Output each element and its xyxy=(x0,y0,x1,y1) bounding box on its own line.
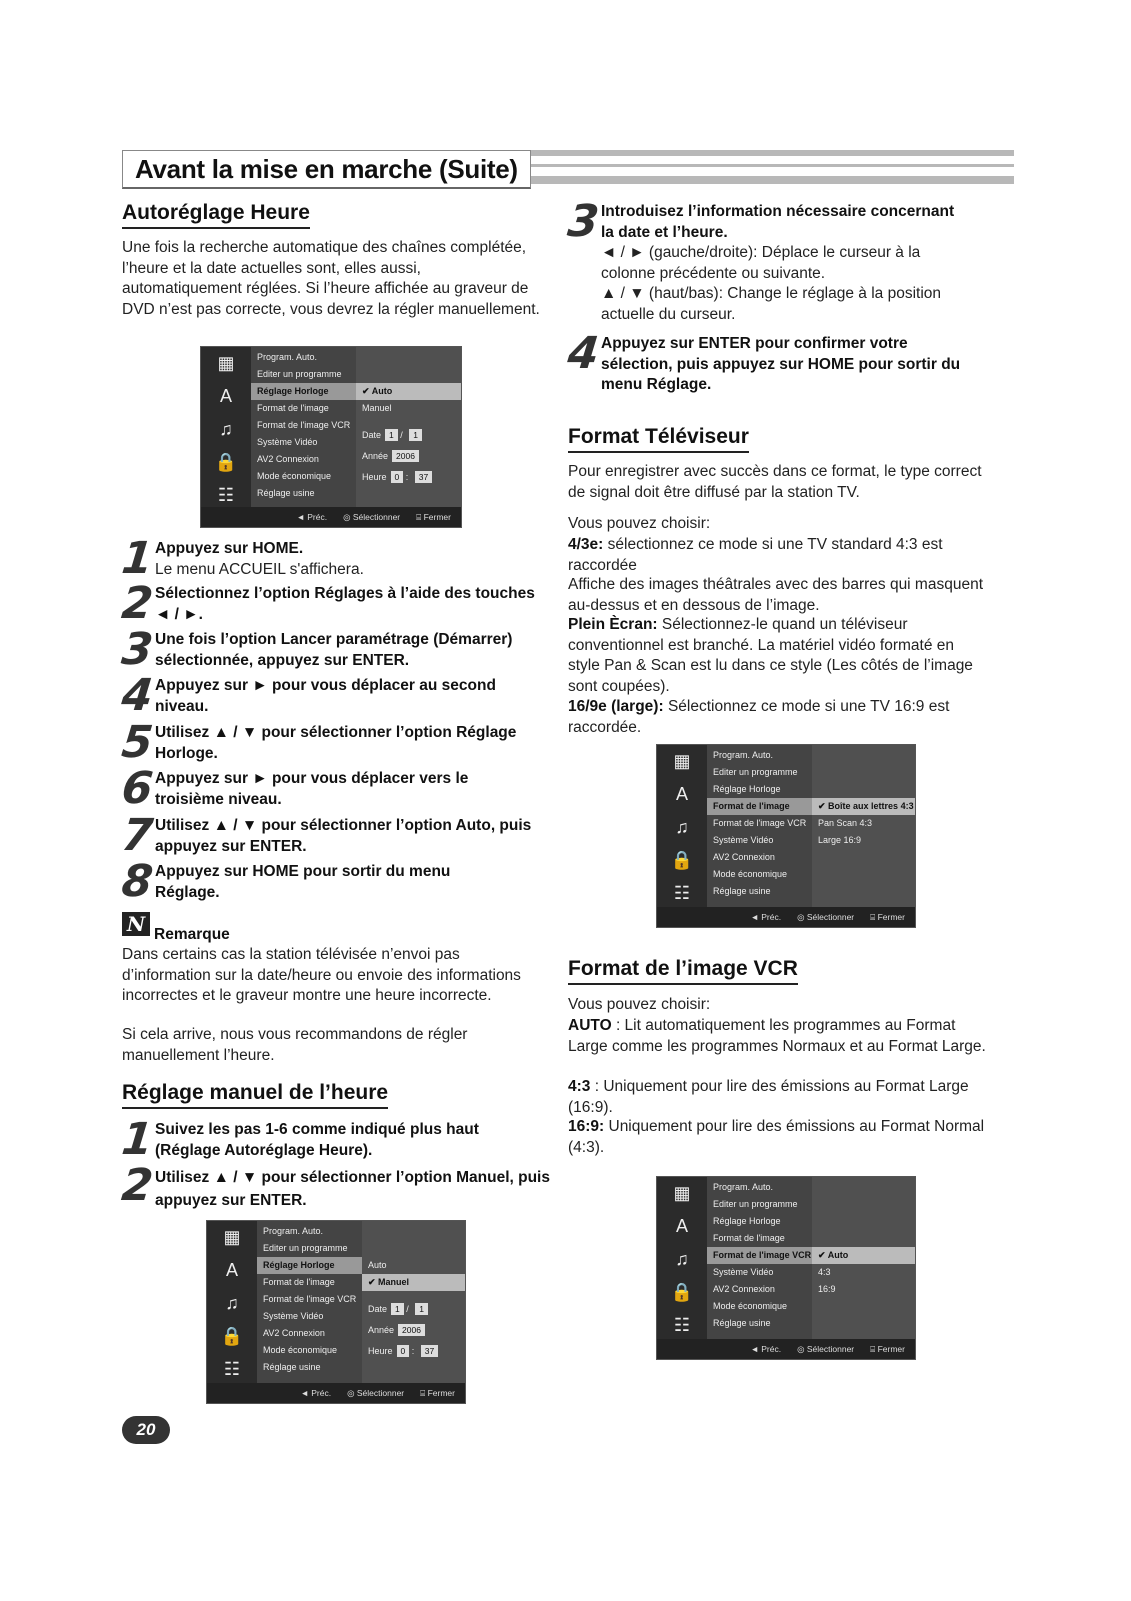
menu-footer xyxy=(207,1383,465,1403)
menu-item: Réglage usine xyxy=(257,488,315,498)
menu-item: Réglage Horloge xyxy=(713,1216,781,1226)
date-day: 1 xyxy=(385,429,398,441)
date-row: Date 1 / 1 xyxy=(362,1301,465,1318)
option-label: Plein Ècran: xyxy=(568,616,658,633)
audio-icon: ♫ xyxy=(675,1249,689,1269)
step-number: 8 xyxy=(119,856,156,907)
menu-options xyxy=(362,1221,465,1383)
menu-footer xyxy=(657,907,915,927)
heading-manuel: Réglage manuel de l’heure xyxy=(122,1080,388,1109)
menu-option: Pan Scan 4:3 xyxy=(818,818,873,828)
menu-item: Système Vidéo xyxy=(713,835,774,845)
footer-prev: ◄ Préc. xyxy=(300,1388,332,1398)
step-4 xyxy=(119,670,552,721)
option-text: Sélectionnez-le quand un téléviseur conventionnel est branché. La matériel vidéo formaté en style Pan & Scan est lu dans ce style (Les côtés de l’image sont coupées). xyxy=(568,616,973,695)
year-row xyxy=(362,1322,465,1339)
menu-icon-column xyxy=(201,347,251,507)
page-number: 20 xyxy=(122,1416,170,1444)
format-vcr-option-1 xyxy=(568,1016,988,1057)
disc-icon: ▦ xyxy=(217,353,235,373)
minute-value: 37 xyxy=(421,1345,438,1357)
step-7 xyxy=(119,810,552,861)
menu-icon-column xyxy=(657,1177,707,1339)
right-step-3 xyxy=(565,196,998,326)
menu-footer xyxy=(657,1339,915,1359)
lock-icon: 🔒 xyxy=(214,452,238,472)
option-label: AUTO xyxy=(568,1017,612,1034)
step-text: Appuyez sur ENTER pour confirmer votre sélection, puis appuyez sur HOME pour sortir du menu Réglage. xyxy=(601,335,961,393)
menu-item: Mode économique xyxy=(713,1301,788,1311)
step-text: Utilisez ▲ / ▼ pour sélectionner l’option Auto, puis appuyez sur ENTER. xyxy=(155,817,532,855)
menu-item: AV2 Connexion xyxy=(713,1284,775,1294)
format-tv-choose: Vous pouvez choisir: xyxy=(568,515,711,532)
heading-format-tv: Format Téléviseur xyxy=(568,424,749,453)
step-text: Suivez les pas 1-6 comme indiqué plus haut (Réglage Autoréglage Heure). xyxy=(155,1121,479,1159)
menu-option-selected: ✔ Boîte aux lettres 4:3 xyxy=(812,798,915,815)
step-number: 4 xyxy=(565,328,602,379)
footer-close: ⌸ Fermer xyxy=(870,1344,905,1354)
note-text-1: Dans certains cas la station télévisée n’envoi pas d’information sur la date/heure ou envoie des informations incorrectes et le graveur montre une heure incorrecte. xyxy=(122,946,521,1004)
step-text: Appuyez sur HOME. xyxy=(155,540,304,557)
menu-screenshot-manuel xyxy=(206,1220,466,1404)
footer-close: ⌸ Fermer xyxy=(870,912,905,922)
film-icon: ☷ xyxy=(673,1315,691,1335)
option-text: Uniquement pour lire des émissions au Format Normal (4:3). xyxy=(568,1118,985,1156)
disc-icon: ▦ xyxy=(673,751,691,771)
letter-a-icon: A xyxy=(225,1260,238,1280)
hour-label: Heure xyxy=(368,1346,393,1356)
note-text-2: Si cela arrive, nous vous recommandons de régler manuellement l’heure. xyxy=(122,1026,468,1064)
menu-option-selected: ✔ Auto xyxy=(356,383,461,400)
year-label: Année xyxy=(368,1325,395,1335)
note-icon: N xyxy=(122,912,150,936)
step-6 xyxy=(119,763,552,814)
menu-option: Manuel xyxy=(362,403,392,413)
menu-item: Format de l'image VCR xyxy=(713,818,807,828)
audio-icon: ♫ xyxy=(225,1293,239,1313)
menu-item: Format de l'image VCR xyxy=(263,1294,357,1304)
menu-item-selected: Réglage Horloge xyxy=(251,383,356,400)
step-text: Sélectionnez l’option Réglages à l’aide des touches ◄ / ►. xyxy=(155,585,535,623)
step-number: 2 xyxy=(119,1160,156,1211)
step-number: 2 xyxy=(119,578,156,629)
menu-item: Program. Auto. xyxy=(263,1226,324,1236)
menu-item: Editer un programme xyxy=(713,767,798,777)
menu-items xyxy=(707,1177,812,1339)
menu-item: Système Vidéo xyxy=(713,1267,774,1277)
menu-screenshot-format-vcr xyxy=(656,1176,916,1360)
step-number: 1 xyxy=(119,533,156,584)
hour-row: Heure 0 : 37 xyxy=(362,1343,465,1360)
menu-item: Program. Auto. xyxy=(713,750,774,760)
menu-item: Réglage usine xyxy=(713,1318,771,1328)
menu-item: Mode économique xyxy=(713,869,788,879)
menu-item: Réglage usine xyxy=(713,886,771,896)
menu-options xyxy=(812,745,915,907)
step-detail-1: ◄ / ► (gauche/droite): Déplace le curseur à la colonne précédente ou suivante. xyxy=(601,244,921,282)
menu-icon-column xyxy=(657,745,707,907)
step-text: Appuyez sur HOME pour sortir du menu Réglage. xyxy=(155,863,451,901)
date-month: 1 xyxy=(415,1303,428,1315)
step-5 xyxy=(119,717,552,768)
date-month: 1 xyxy=(409,429,422,441)
film-icon: ☷ xyxy=(217,485,235,505)
option-label: 4:3 xyxy=(568,1078,591,1095)
format-vcr-option-3 xyxy=(568,1117,988,1158)
format-tv-option-3 xyxy=(568,697,988,738)
menu-option: Auto xyxy=(368,1260,387,1270)
menu-items xyxy=(257,1221,362,1383)
letter-a-icon: A xyxy=(675,1216,688,1236)
format-vcr-option-2 xyxy=(568,1077,988,1118)
option-text: : Uniquement pour lire des émissions au Format Large (16:9). xyxy=(568,1078,969,1116)
film-icon: ☷ xyxy=(223,1359,241,1379)
footer-select: ◎ Sélectionner xyxy=(343,512,401,522)
hour-label: Heure xyxy=(362,472,387,482)
menu-options xyxy=(356,347,461,507)
right-step-4 xyxy=(565,328,998,398)
menu-screenshot-format-tv xyxy=(656,744,916,928)
letter-a-icon: A xyxy=(219,386,232,406)
format-tv-option-1 xyxy=(568,535,988,576)
step-number: 3 xyxy=(119,624,156,675)
footer-select: ◎ Sélectionner xyxy=(797,912,855,922)
year-label: Année xyxy=(362,451,389,461)
footer-close: ⌸ Fermer xyxy=(416,512,451,522)
option-label: 4/3e: xyxy=(568,536,604,553)
option-text: : Lit automatiquement les programmes au Format Large comme les programmes Normaux et au Format Large. xyxy=(568,1017,986,1055)
note-label: Remarque xyxy=(154,926,230,943)
menu-item: Système Vidéo xyxy=(257,437,318,447)
menu-item: Editer un programme xyxy=(713,1199,798,1209)
minute-value: 37 xyxy=(415,471,432,483)
menu-item: Mode économique xyxy=(257,471,332,481)
hour-row: Heure 0 : 37 xyxy=(356,469,461,486)
year-row xyxy=(356,448,461,465)
menu-item: Editer un programme xyxy=(257,369,342,379)
footer-select: ◎ Sélectionner xyxy=(797,1344,855,1354)
menu-icon-column xyxy=(207,1221,257,1383)
menu-item: Réglage Horloge xyxy=(713,784,781,794)
menu-item: Format de l'image xyxy=(257,403,329,413)
option-label: 16:9: xyxy=(568,1118,605,1135)
hour-value: 0 xyxy=(397,1345,410,1357)
year-value: 2006 xyxy=(392,450,419,462)
menu-options xyxy=(812,1177,915,1339)
hour-value: 0 xyxy=(391,471,404,483)
step-number: 3 xyxy=(565,196,602,247)
step-text: Utilisez ▲ / ▼ pour sélectionner l’option Réglage Horloge. xyxy=(155,724,517,762)
menu-item: Format de l'image VCR xyxy=(257,420,351,430)
menu-option: Large 16:9 xyxy=(818,835,862,845)
step-text: Une fois l’option Lancer paramétrage (Démarrer) sélectionnée, appuyez sur ENTER. xyxy=(155,631,513,669)
menu-option-selected: ✔ Auto xyxy=(812,1247,915,1264)
step-text: Utilisez ▲ / ▼ pour sélectionner l’option Manuel, puis appuyez sur ENTER. xyxy=(155,1169,550,1209)
footer-close: ⌸ Fermer xyxy=(420,1388,455,1398)
step-subtext: Le menu ACCUEIL s'affichera. xyxy=(155,560,364,578)
disc-icon: ▦ xyxy=(673,1183,691,1203)
menu-items xyxy=(251,347,356,507)
year-value: 2006 xyxy=(398,1324,425,1336)
step-text: Appuyez sur ► pour vous déplacer vers le troisième niveau. xyxy=(155,770,469,808)
menu-item: Format de l'image xyxy=(263,1277,335,1287)
footer-prev: ◄ Préc. xyxy=(750,912,782,922)
menu-item: Program. Auto. xyxy=(713,1182,774,1192)
option-text: Sélectionnez ce mode si une TV 16:9 est raccordée. xyxy=(568,698,950,736)
heading-autoreglage: Autoréglage Heure xyxy=(122,200,310,229)
step-8 xyxy=(119,856,552,907)
menu-item-selected: Réglage Horloge xyxy=(257,1257,362,1274)
menu-item: AV2 Connexion xyxy=(713,852,775,862)
format-tv-option-1-more: Affiche des images théâtrales avec des barres qui masquent au-dessus et en dessous de l’image. xyxy=(568,576,984,614)
menu-item-selected: Format de l'image xyxy=(707,798,812,815)
menu-option: 16:9 xyxy=(818,1284,836,1294)
footer-prev: ◄ Préc. xyxy=(296,512,328,522)
lock-icon: 🔒 xyxy=(220,1326,244,1346)
step-text: Appuyez sur ► pour vous déplacer au second niveau. xyxy=(155,677,496,715)
audio-icon: ♫ xyxy=(675,817,689,837)
menu-item: AV2 Connexion xyxy=(263,1328,325,1338)
date-label: Date xyxy=(368,1304,388,1314)
menu-option: 4:3 xyxy=(818,1267,831,1277)
film-icon: ☷ xyxy=(673,883,691,903)
option-label: 16/9e (large): xyxy=(568,698,664,715)
format-tv-intro: Pour enregistrer avec succès dans ce format, le type correct de signal doit être diffusé par la station TV. xyxy=(568,463,982,501)
lock-icon: 🔒 xyxy=(670,850,694,870)
menu-item: Mode économique xyxy=(263,1345,338,1355)
disc-icon: ▦ xyxy=(223,1227,241,1247)
format-vcr-choose: Vous pouvez choisir: xyxy=(568,996,711,1013)
option-text: sélectionnez ce mode si une TV standard 4:3 est raccordée xyxy=(568,536,943,574)
heading-format-vcr: Format de l’image VCR xyxy=(568,956,798,985)
menu-item-selected: Format de l'image VCR xyxy=(707,1247,812,1264)
date-row: Date 1 / 1 xyxy=(356,427,461,444)
menu-item: Réglage usine xyxy=(263,1362,321,1372)
menu-option-selected: ✔ Manuel xyxy=(362,1274,465,1291)
step-text: Introduisez l’information nécessaire concernant la date et l’heure. xyxy=(601,203,955,241)
menu-footer xyxy=(201,507,461,527)
manuel-step-1 xyxy=(119,1114,552,1165)
audio-icon: ♫ xyxy=(219,419,233,439)
format-tv-option-2 xyxy=(568,615,988,697)
date-day: 1 xyxy=(391,1303,404,1315)
page-title: Avant la mise en marche (Suite) xyxy=(122,150,531,189)
autoreglage-intro: Une fois la recherche automatique des chaînes complétée, l’heure et la date actuelles sont, elles aussi, automatiquement réglées. Si l’heure affichée au graveur de DVD n’est pas correcte, vous devrez la régler manuellement. xyxy=(122,239,540,318)
menu-item: Program. Auto. xyxy=(257,352,318,362)
manuel-step-2 xyxy=(119,1160,552,1211)
step-number: 5 xyxy=(119,717,156,768)
date-label: Date xyxy=(362,430,382,440)
footer-prev: ◄ Préc. xyxy=(750,1344,782,1354)
menu-item: Système Vidéo xyxy=(263,1311,324,1321)
step-number: 6 xyxy=(119,763,156,814)
step-number: 7 xyxy=(119,810,156,861)
menu-items xyxy=(707,745,812,907)
lock-icon: 🔒 xyxy=(670,1282,694,1302)
menu-item: AV2 Connexion xyxy=(257,454,319,464)
step-1 xyxy=(119,533,552,584)
step-detail-2: ▲ / ▼ (haut/bas): Change le réglage à la position actuelle du curseur. xyxy=(601,285,942,323)
footer-select: ◎ Sélectionner xyxy=(347,1388,405,1398)
menu-screenshot-horloge xyxy=(200,346,462,528)
step-3 xyxy=(119,624,552,675)
menu-item: Format de l'image xyxy=(713,1233,785,1243)
step-2 xyxy=(119,578,552,629)
letter-a-icon: A xyxy=(675,784,688,804)
step-number: 1 xyxy=(119,1114,156,1165)
menu-item: Editer un programme xyxy=(263,1243,348,1253)
step-number: 4 xyxy=(119,670,156,721)
